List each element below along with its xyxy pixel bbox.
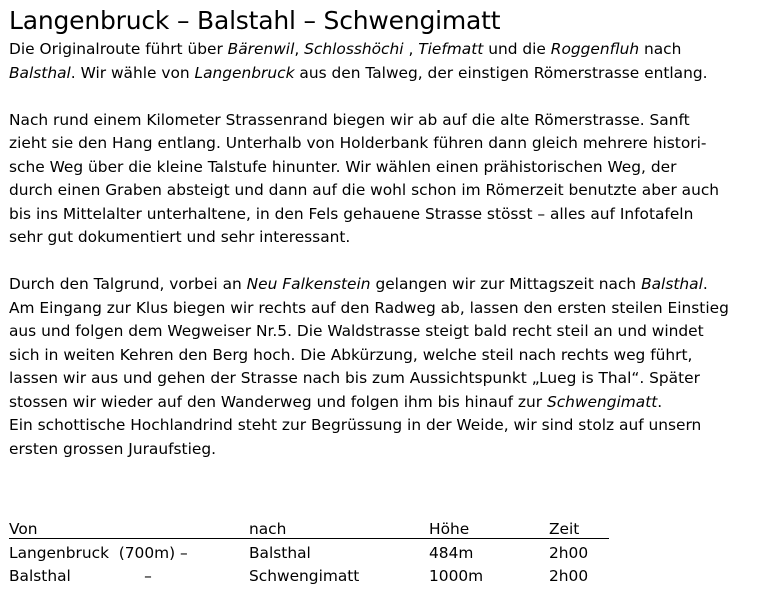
text-line: sehr gut dokumentiert und sehr interessant. (9, 228, 351, 246)
text-line: lassen wir aus und gehen der Strasse nach bis zum Aussichtspunkt „Lueg is Thal“. Später (9, 369, 700, 387)
text-line: sich in weiten Kehren den Berg hoch. Die Abkürzung, welche steil nach rechts weg führt, (9, 345, 693, 364)
text-run: aus den Talweg, der einstigen Römerstrasse entlang. (294, 63, 708, 82)
cell-zeit: 2h00 (549, 544, 589, 562)
cell-nach: Schwengimatt (249, 567, 360, 585)
cell-nach: Balsthal (249, 544, 311, 562)
cell-von: Balsthal – (9, 567, 152, 585)
text-run: und die (483, 40, 551, 58)
place-name: Roggenfluh (550, 40, 640, 58)
cell-von: Langenbruck (700m) – (9, 544, 188, 562)
text-line: bis ins Mittelalter unterhaltene, in den Fels gehauene Strasse stösst – alles auf Infotafeln (9, 204, 694, 223)
table-header-row (9, 515, 609, 539)
column-header-nach: nach (249, 515, 429, 539)
text-line: sche Weg über die kleine Talstufe hinunter. Wir wählen einen prähistorischen Weg, der (9, 157, 677, 176)
text-run: , (294, 40, 305, 58)
place-name: Tiefmatt (418, 40, 484, 58)
text-line: Am Eingang zur Klus biegen wir rechts auf den Radweg ab, lassen den ersten steilen Einstieg (9, 298, 729, 317)
text-line: zieht sie den Hang entlang. Unterhalb von Holderbank führen dann gleich mehrere histori- (9, 134, 707, 152)
place-name: Neu Falkenstein (246, 275, 371, 293)
route-table (9, 515, 609, 585)
place-name: Bärenwil (227, 40, 295, 58)
cell-hoehe: 484m (429, 544, 474, 562)
text-run: Durch den Talgrund, vorbei an (9, 275, 247, 293)
text-run: . Wir wähle von (70, 63, 195, 82)
paragraph-roman-road (9, 109, 779, 250)
text-line: ersten grossen Juraufstieg. (9, 439, 216, 458)
text-run: , (403, 40, 419, 58)
text-run: stossen wir wieder auf den Wanderweg und folgen ihm bis hinauf zur (9, 392, 547, 411)
cell-zeit: 2h00 (549, 567, 589, 585)
paragraph-spacer (9, 250, 779, 274)
place-name: Langenbruck (194, 63, 295, 82)
table-row (9, 539, 609, 563)
text-run: nach (639, 40, 682, 58)
paragraph-intro (9, 38, 779, 85)
place-name: Schwengimatt (546, 392, 658, 411)
text-line: Ein schottische Hochlandrind steht zur Begrüssung in der Weide, wir sind stolz auf unsern (9, 416, 702, 434)
text-run: Die Originalroute führt über (9, 40, 228, 58)
text-line: durch einen Graben absteigt und dann auf die wohl schon im Römerzeit benutzte aber auch (9, 181, 720, 199)
column-header-zeit: Zeit (549, 515, 609, 539)
paragraph-spacer (9, 85, 779, 109)
column-header-hoehe: Höhe (429, 515, 549, 539)
cell-hoehe: 1000m (429, 567, 484, 585)
place-name: Balsthal (641, 275, 703, 293)
text-run: gelangen wir zur Mittagszeit nach (370, 275, 642, 293)
text-line: aus und folgen dem Wegweiser Nr.5. Die Waldstrasse steigt bald recht steil an und windet (9, 322, 704, 340)
document-page (9, 4, 779, 461)
page-title: Langenbruck – Balstahl – Schwengimatt (9, 6, 501, 35)
table-row (9, 562, 609, 585)
place-name: Balsthal (9, 63, 71, 82)
text-run: . (657, 392, 663, 411)
column-header-von: Von (9, 515, 249, 539)
text-line: Nach rund einem Kilometer Strassenrand biegen wir ab auf die alte Römerstrasse. Sanft (9, 110, 690, 129)
text-run: . (702, 275, 708, 293)
place-name: Schlosshöchi (304, 40, 404, 58)
paragraph-ascent (9, 273, 779, 461)
